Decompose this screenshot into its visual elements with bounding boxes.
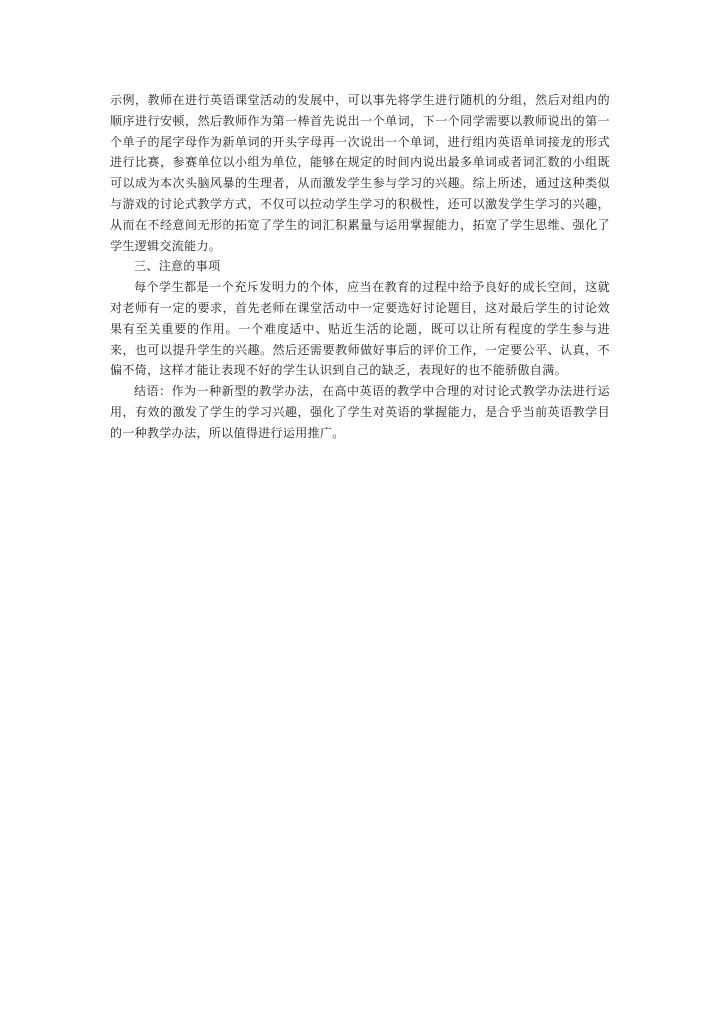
paragraph-conclusion: 结语：作为一种新型的教学办法，在高中英语的教学中合理的对讨论式教学办法进行运用，有效的激发了学生的学习兴趣，强化了学生对英语的掌握能力，是合乎当前英语教学目的一种教学办法，所以值得进行运用推广。 xyxy=(110,384,610,440)
paragraph-group-activity-example: 示例，教师在进行英语课堂活动的发展中，可以事先将学生进行随机的分组，然后对组内的顺序进行安顿，然后教师作为第一棒首先说出一个单词，下一个同学需要以教师说出的第一个单子的尾字母作为新单词的开头字母再一次说出一个单词，进行组内英语单词接龙的形式进行比赛，参赛单位以小组为单位，能够在规定的时间内说出最多单词或者词汇数的小组既可以成为本次头脑风暴的生理者，从而激发学生参与学习的兴趣。综上所述，通过这种类似与游戏的讨论式教学方式，不仅可以拉动学生学习的积极性，还可以激发学生学习的兴趣，从而在不经意间无形的拓宽了学生的词汇积累量与运用掌握能力，拓宽了学生思维、强化了学生逻辑交流能力。 xyxy=(110,93,610,253)
paragraph-precautions: 每个学生都是一个充斥发明力的个体，应当在教育的过程中给予良好的成长空间，这就对老师有一定的要求，首先老师在课堂活动中一定要选好讨论题目，这对最后学生的讨论效果有至关重要的作用。一个难度适中、贴近生活的论题，既可以让所有程度的学生参与进来，也可以提升学生的兴趣。然后还需要教师做好事后的评价工作，一定要公平、认真，不偏不倚，这样才能让表现不好的学生认识到自己的缺乏，表现好的也不能骄傲自满。 xyxy=(110,280,610,378)
section-heading-precautions: 三、注意的事项 xyxy=(134,259,221,274)
document-body xyxy=(110,90,610,444)
